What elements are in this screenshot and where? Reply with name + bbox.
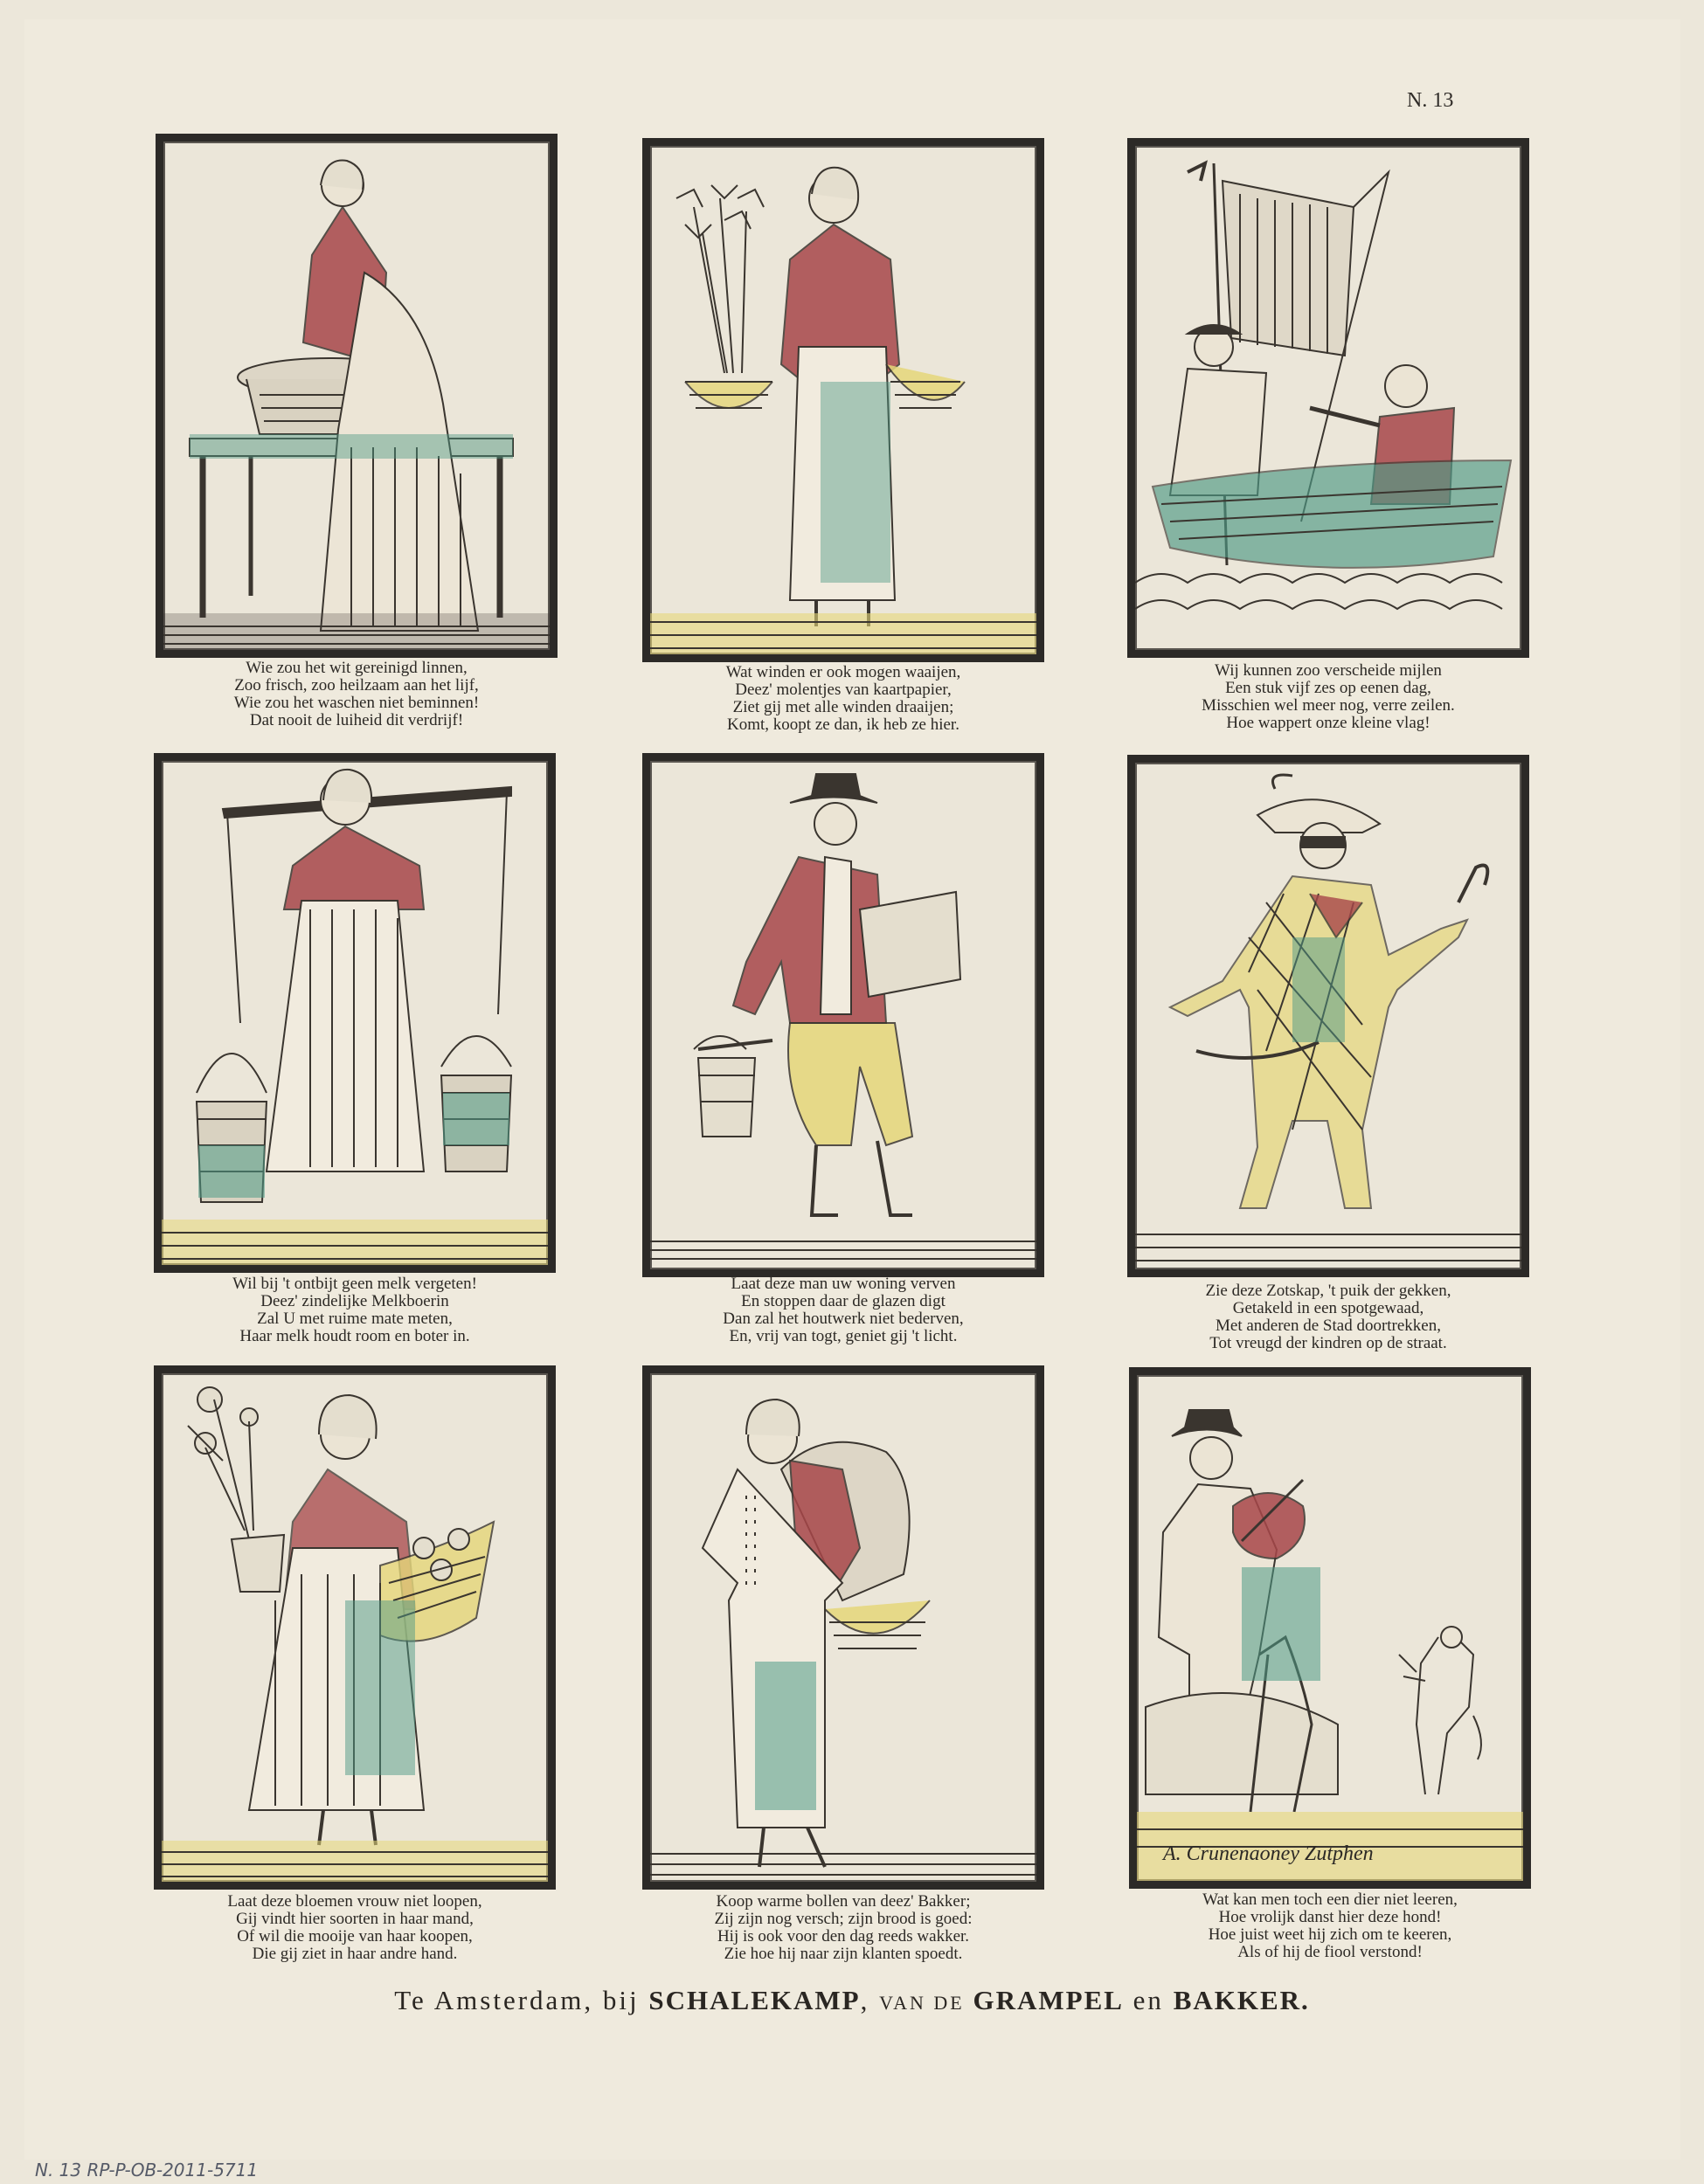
caption-line: Tot vreugd der kindren op de straat.	[1209, 1334, 1447, 1352]
caption-line: Komt, koopt ze dan, ik heb ze hier.	[727, 715, 959, 734]
caption-line: Laat deze bloemen vrouw niet loopen,	[227, 1892, 482, 1911]
woodcut-fiddler	[1129, 1367, 1531, 1889]
caption-baker	[642, 1893, 1044, 1963]
caption-line: Wat winden er ook mogen waaijen,	[725, 663, 961, 681]
publisher-imprint	[0, 1985, 1704, 2016]
caption-line: Een stuk vijf zes op eenen dag,	[1225, 679, 1431, 697]
caption-line: Hoe wappert onze kleine vlag!	[1226, 714, 1430, 732]
caption-line: Deez' zindelijke Melkboerin	[260, 1292, 449, 1310]
woodcut-harlequin	[1127, 755, 1529, 1277]
caption-sailboat	[1127, 662, 1529, 732]
caption-line: Zoo frisch, zoo heilzaam aan het lijf,	[234, 676, 479, 695]
woodcut-washerwoman	[156, 134, 558, 658]
imprint-van-de: VAN DE	[879, 1992, 965, 2014]
caption-harlequin	[1127, 1282, 1529, 1352]
caption-line: En, vrij van togt, geniet gij 't licht.	[729, 1327, 958, 1345]
caption-line: Als of hij de fiool verstond!	[1237, 1943, 1423, 1961]
caption-fiddler	[1129, 1891, 1531, 1961]
caption-line: Die gij ziet in haar andre hand.	[252, 1945, 458, 1963]
woodcut-baker	[642, 1365, 1044, 1890]
caption-line: Zij zijn nog versch; zijn brood is goed:	[714, 1910, 973, 1928]
caption-line: Wie zou het wit gereinigd linnen,	[246, 659, 468, 677]
caption-windmill-seller	[642, 664, 1044, 734]
caption-line: Misschien wel meer nog, verre zeilen.	[1202, 696, 1455, 715]
caption-line: Koop warme bollen van deez' Bakker;	[716, 1892, 971, 1911]
imprint-name-bakker: BAKKER.	[1173, 1985, 1310, 2015]
caption-line: Dan zal het houtwerk niet bederven,	[723, 1310, 964, 1328]
caption-line: Wil bij 't ontbijt geen melk vergeten!	[232, 1275, 477, 1293]
caption-line: Zie hoe hij naar zijn klanten spoedt.	[724, 1945, 963, 1963]
caption-line: Wie zou het waschen niet beminnen!	[233, 694, 480, 712]
caption-milkmaid	[154, 1275, 556, 1345]
woodcut-sailboat	[1127, 138, 1529, 658]
imprint-name-grampel: GRAMPEL	[964, 1985, 1124, 2015]
caption-line: Laat deze man uw woning verven	[731, 1275, 956, 1293]
caption-line: Getakeld in een spotgewaad,	[1232, 1299, 1424, 1317]
caption-line: Hoe juist weet hij zich om te keeren,	[1208, 1925, 1452, 1944]
page-number: N. 13	[1407, 89, 1454, 112]
caption-painter	[642, 1275, 1044, 1345]
signature: A. Crunenaoney Zutphen	[1163, 1842, 1374, 1865]
caption-flower-seller	[154, 1893, 556, 1963]
woodcut-windmill-seller	[642, 138, 1044, 662]
woodcut-milkmaid	[154, 753, 556, 1273]
caption-line: Of wil die mooije van haar koopen,	[237, 1927, 473, 1946]
caption-line: Wat kan men toch een dier niet leeren,	[1202, 1890, 1458, 1909]
caption-line: Gij vindt hier soorten in haar mand,	[236, 1910, 474, 1928]
caption-washerwoman	[156, 660, 558, 729]
imprint-name-schalekamp: SCHALEKAMP	[648, 1985, 861, 2015]
caption-line: En stoppen daar de glazen digt	[741, 1292, 946, 1310]
imprint-sep: ,	[860, 1985, 880, 2015]
woodcut-painter	[642, 753, 1044, 1277]
caption-line: Wij kunnen zoo verscheide mijlen	[1215, 661, 1442, 680]
caption-line: Deez' molentjes van kaartpapier,	[735, 681, 952, 699]
caption-line: Hoe vrolijk danst hier deze hond!	[1218, 1908, 1442, 1926]
woodcut-flower-seller	[154, 1365, 556, 1890]
caption-line: Ziet gij met alle winden draaijen;	[732, 698, 954, 716]
caption-line: Met anderen de Stad doortrekken,	[1216, 1317, 1441, 1335]
caption-line: Hij is ook voor den dag reeds wakker.	[717, 1927, 970, 1946]
margin-inventory-note: N. 13 RP-P-OB-2011-5711	[35, 2160, 259, 2181]
caption-line: Dat nooit de luiheid dit verdrijf!	[249, 711, 464, 729]
caption-line: Haar melk houdt room en boter in.	[239, 1327, 470, 1345]
imprint-en: en	[1123, 1985, 1174, 2015]
caption-line: Zie deze Zotskap, 't puik der gekken,	[1205, 1282, 1451, 1300]
caption-line: Zal U met ruime mate meten,	[257, 1310, 453, 1328]
imprint-prefix: Te Amsterdam, bij	[394, 1985, 649, 2015]
